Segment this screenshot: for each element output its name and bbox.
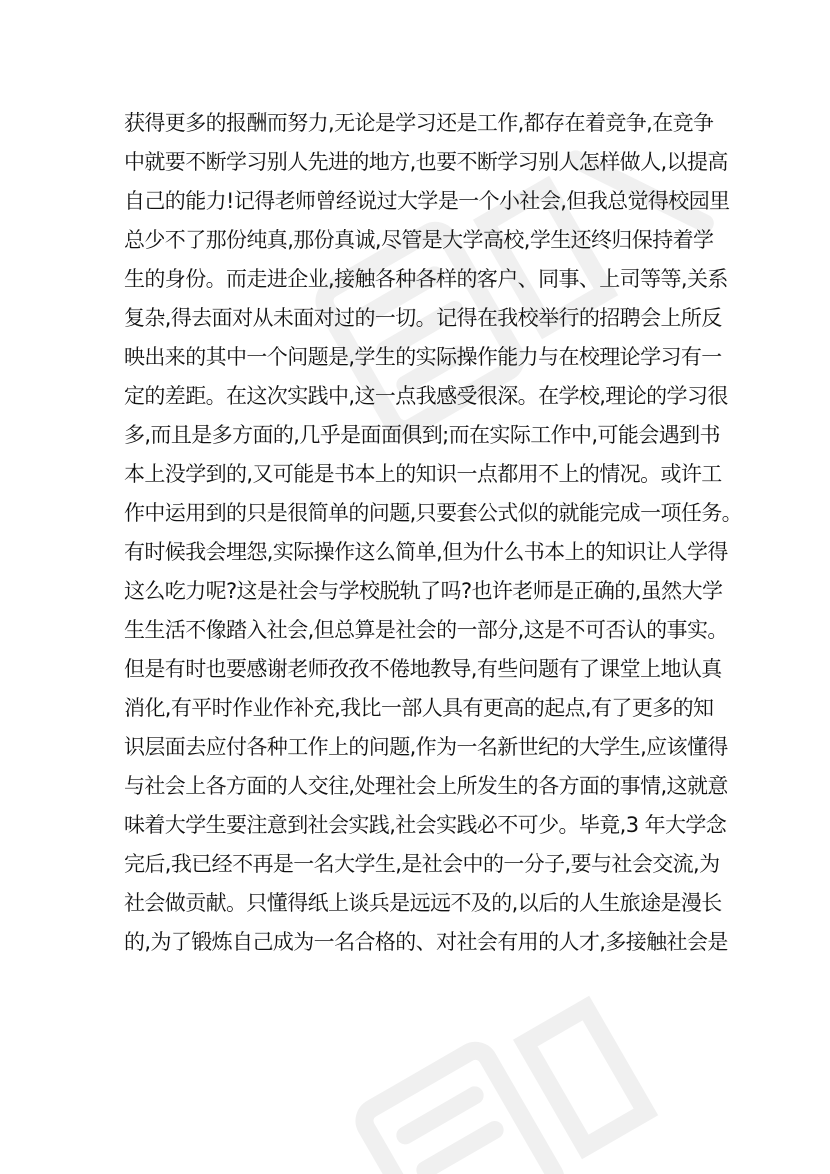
paragraph-line: 中就要不断学习别人先进的地方,也要不断学习别人怎样做人,以提高 [124,150,728,174]
paragraph-line: 总少不了那份纯真,那份真诚,尽管是大学高校,学生还终归保持着学 [124,228,714,252]
paragraph-line: 自己的能力!记得老师曾经说过大学是一个小社会,但我总觉得校园里 [124,189,730,213]
paragraph-line: 生的身份。而走进企业,接触各种各样的客户、同事、上司等等,关系 [124,267,728,291]
paragraph-line: 味着大学生要注意到社会实践,社会实践必不可少。毕竟,3 年大学念 [124,813,727,837]
paragraph-line: 有时候我会埋怨,实际操作这么简单,但为什么书本上的知识让人学得 [124,540,728,564]
paragraph-line: 获得更多的报酬而努力,无论是学习还是工作,都存在着竞争,在竞争 [124,111,714,135]
paragraph-line: 多,而且是多方面的,几乎是面面俱到;而在实际工作中,可能会遇到书 [124,423,720,447]
paragraph-line: 本上没学到的,又可能是书本上的知识一点都用不上的情况。或许工 [124,462,722,486]
paragraph-line: 社会做贡献。只懂得纸上谈兵是远远不及的,以后的人生旅途是漫长 [124,891,722,915]
paragraph-line: 但是有时也要感谢老师孜孜不倦地教导,有些问题有了课堂上地认真 [124,657,722,681]
paragraph-line: 定的差距。在这次实践中,这一点我感受很深。在学校,理论的学习很 [124,384,728,408]
document-body [124,104,743,962]
paragraph-line: 复杂,得去面对从未面对过的一切。记得在我校举行的招聘会上所反 [124,306,722,330]
paragraph-line: 生生活不像踏入社会,但总算是社会的一部分,这是不可否认的事实。 [124,618,728,642]
paragraph-line: 作中运用到的只是很简单的问题,只要套公式似的就能完成一项任务。 [124,501,743,525]
paragraph-line: 这么吃力呢?这是社会与学校脱轨了吗?也许老师是正确的,虽然大学 [124,579,723,603]
paragraph-line: 映出来的其中一个问题是,学生的实际操作能力与在校理论学习有一 [124,345,722,369]
paragraph-line: 完后,我已经不再是一名大学生,是社会中的一分子,要与社会交流,为 [124,852,720,876]
paragraph-line: 消化,有平时作业作补充,我比一部人具有更高的起点,有了更多的知 [124,696,714,720]
paragraph-line: 与社会上各方面的人交往,处理社会上所发生的各方面的事情,这就意 [124,774,728,798]
paragraph-line: 的,为了锻炼自己成为一名合格的、对社会有用的人才,多接触社会是 [124,930,728,954]
paragraph-line: 识层面去应付各种工作上的问题,作为一名新世纪的大学生,应该懂得 [124,735,728,759]
